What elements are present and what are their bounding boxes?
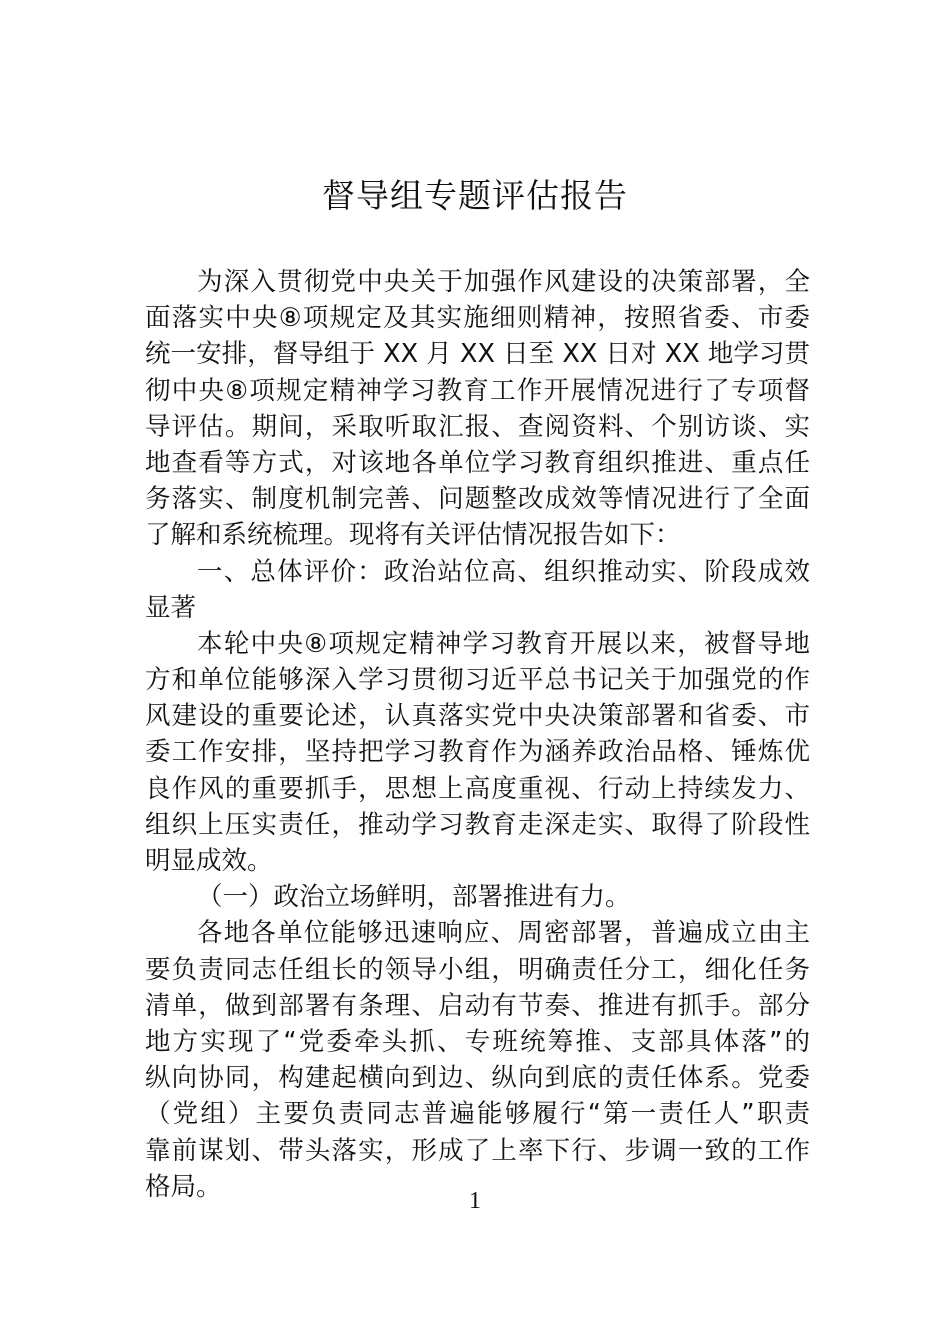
- text-line: 纵向协同，构建起横向到边、纵向到底的责任体系。党委: [145, 1063, 810, 1094]
- text-line: 格局。: [145, 1171, 222, 1202]
- text-line: 明显成效。: [145, 846, 273, 876]
- text-line: 导评估。期间，采取听取汇报、查阅资料、个别访谈、实: [145, 411, 810, 442]
- text-line: 本轮中央⑧项规定精神学习教育开展以来，被督导地: [197, 628, 810, 659]
- text-line: 要负责同志任组长的领导小组，明确责任分工，细化任务: [145, 954, 810, 985]
- text-line: 务落实、制度机制完善、问题整改成效等情况进行了全面: [145, 484, 810, 515]
- text-line: 地查看等方式，对该地各单位学习教育组织推进、重点任: [145, 447, 810, 478]
- text-line: 各地各单位能够迅速响应、周密部署，普遍成立由主: [197, 918, 810, 949]
- text-line: 面落实中央⑧项规定及其实施细则精神，按照省委、市委: [145, 303, 810, 334]
- text-line: 彻中央⑧项规定精神学习教育工作开展情况进行了专项督: [145, 375, 810, 406]
- text-line: 风建设的重要论述，认真落实党中央决策部署和省委、市: [145, 701, 810, 732]
- text-line: 统一安排，督导组于 XX 月 XX 日至 XX 日对 XX 地学习贯: [145, 339, 810, 370]
- text-line: 靠前谋划、带头落实，形成了上率下行、步调一致的工作: [145, 1135, 810, 1166]
- subsection-heading: （一）政治立场鲜明，部署推进有力。: [197, 882, 631, 913]
- text-line: 为深入贯彻党中央关于加强作风建设的决策部署，全: [197, 267, 810, 297]
- text-line: 委工作安排，坚持把学习教育作为涵养政治品格、锤炼优: [145, 737, 810, 768]
- text-line: 了解和系统梳理。现将有关评估情况报告如下：: [145, 520, 681, 551]
- text-line: 良作风的重要抓手，思想上高度重视、行动上持续发力、: [145, 773, 810, 804]
- document-body: [145, 264, 810, 1205]
- text-line: （党组）主要负责同志普遍能够履行“第一责任人”职责: [145, 1099, 810, 1130]
- section-heading: 一、总体评价：政治站位高、组织推动实、阶段成效: [197, 556, 810, 587]
- document-title: 督导组专题评估报告: [322, 176, 628, 215]
- text-line: 组织上压实责任，推动学习教育走深走实、取得了阶段性: [145, 809, 810, 840]
- text-line: 地方实现了“党委牵头抓、专班统筹推、支部具体落”的: [145, 1026, 810, 1057]
- text-line: 清单，做到部署有条理、启动有节奏、推进有抓手。部分: [145, 990, 810, 1021]
- text-line: 方和单位能够深入学习贯彻习近平总书记关于加强党的作: [145, 665, 810, 696]
- page-number: 1: [469, 1188, 481, 1214]
- section-heading: 显著: [145, 592, 197, 623]
